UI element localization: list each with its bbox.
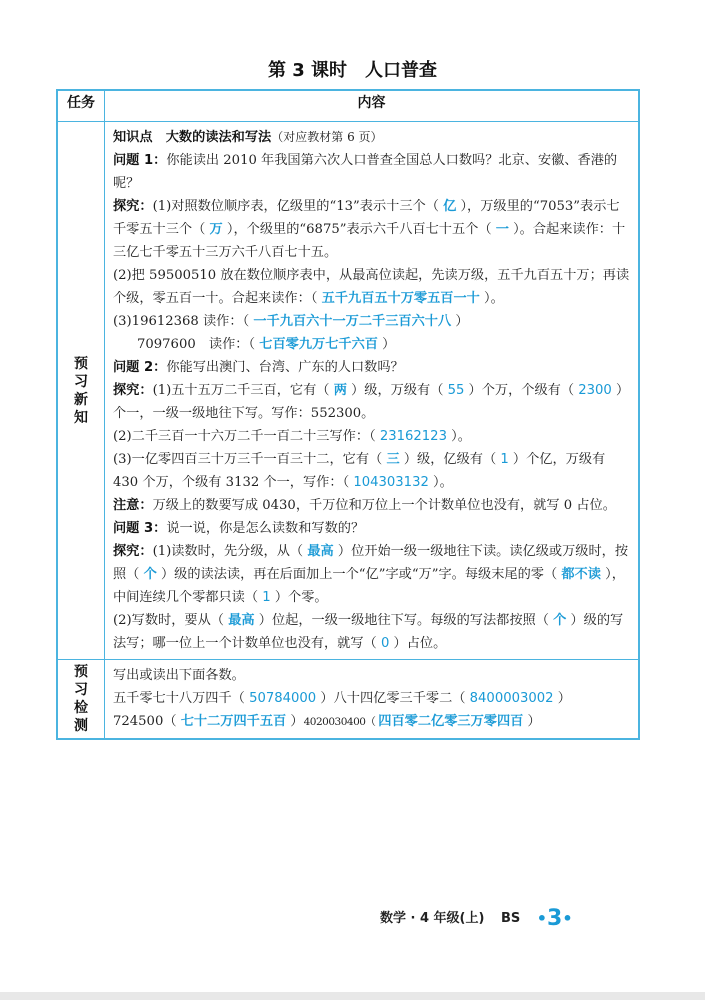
explore-1-1: 探究：(1)对照数位顺序表，亿级里的“13”表示十三个（ 亿 ），万级里的“7053”表示七千零五十三个（ 万 ），个级里的“6875”表示六千八百七十五个（ 一 ）。合起来读作：十三亿七千零五十三万六千八百七十五。 bbox=[113, 199, 626, 260]
test-line-1: 五千零七十八万四千（ 50784000 ）八十四亿零三千零二（ 8400003002 ） bbox=[113, 691, 571, 706]
explore-1-3: (3)19612368 读作：（ 一千九百六十一万二千三百六十八 ） bbox=[113, 314, 469, 329]
test-label: 预 习 检 测 bbox=[57, 660, 105, 740]
test-instruction: 写出或读出下面各数。 bbox=[113, 668, 245, 683]
explore-1-4: 7097600 读作：（ 七百零九万七千六百 ） bbox=[137, 337, 396, 352]
lesson-table bbox=[56, 89, 640, 740]
table-header-row bbox=[57, 90, 639, 122]
explore-2-3: (3)一亿零四百三十万三千一百三十二，它有（ 三 ）级，亿级有（ 1 ）个亿，万级有 430 个万，个级有 3132 个一，写作：（ 104303132 ）。 bbox=[113, 452, 606, 490]
preview-content bbox=[105, 122, 640, 660]
preview-row bbox=[57, 122, 639, 660]
preview-label: 预 习 新 知 bbox=[57, 122, 105, 660]
test-content bbox=[105, 660, 640, 740]
page-number: •3• bbox=[536, 906, 573, 931]
explore-3-2: (2)写数时，要从（ 最高 ）位起，一级一级地往下写。每级的写法都按照（ 个 ）级的写法写；哪一位上一个计数单位也没有，就写（ 0 ）占位。 bbox=[113, 613, 624, 651]
knowledge-point: 知识点 大数的读法和写法（对应教材第 6 页） bbox=[113, 130, 383, 145]
note: 注意：万级上的数要写成 0430，千万位和万位上一个计数单位也没有，就写 0 占位。 bbox=[113, 498, 616, 513]
footer-edition: BS bbox=[500, 911, 521, 926]
footer-subject: 数学 · 4 年级(上) bbox=[380, 911, 485, 926]
bottom-scroll-bar bbox=[0, 992, 705, 1000]
test-line-2: 724500（ 七十二万四千五百 ）4020030400（ 四百零二亿零三万零四百 ） bbox=[113, 714, 541, 729]
question-1: 问题 1：你能读出 2010 年我国第六次人口普查全国总人口数吗？北京、安徽、香港的呢？ bbox=[113, 153, 618, 191]
question-3: 问题 3：说一说，你是怎么读数和写数的？ bbox=[113, 521, 365, 536]
page-footer bbox=[380, 906, 573, 931]
test-row bbox=[57, 660, 639, 740]
header-content: 内容 bbox=[105, 90, 640, 122]
explore-3-1: 探究：(1)读数时，先分级，从（ 最高 ）位开始一级一级地往下读。读亿级或万级时，按照（ 个 ）级的读法读，再在后面加上一个“亿”字或“万”字。每级末尾的零（ 都不读 ），中间连续几个零都只读（ 1 ）个零。 bbox=[113, 544, 629, 605]
explore-2-1: 探究：(1)五十五万二千三百，它有（ 两 ）级，万级有（ 55 ）个万，个级有（ 2300 ）个一，一级一级地往下写。写作：552300。 bbox=[113, 383, 630, 421]
question-2: 问题 2：你能写出澳门、台湾、广东的人口数吗？ bbox=[113, 360, 404, 375]
explore-2-2: (2)二千三百一十六万二千一百二十三写作：（ 23162123 ）。 bbox=[113, 429, 471, 444]
page-title: 第 3 课时 人口普查 bbox=[267, 60, 438, 81]
explore-1-2: (2)把 59500510 放在数位顺序表中，从最高位读起，先读万级，五千九百五十万；再读个级，零五百一十。合起来读作：（ 五千九百五十万零五百一十 ）。 bbox=[113, 268, 630, 306]
header-task: 任务 bbox=[57, 90, 105, 122]
